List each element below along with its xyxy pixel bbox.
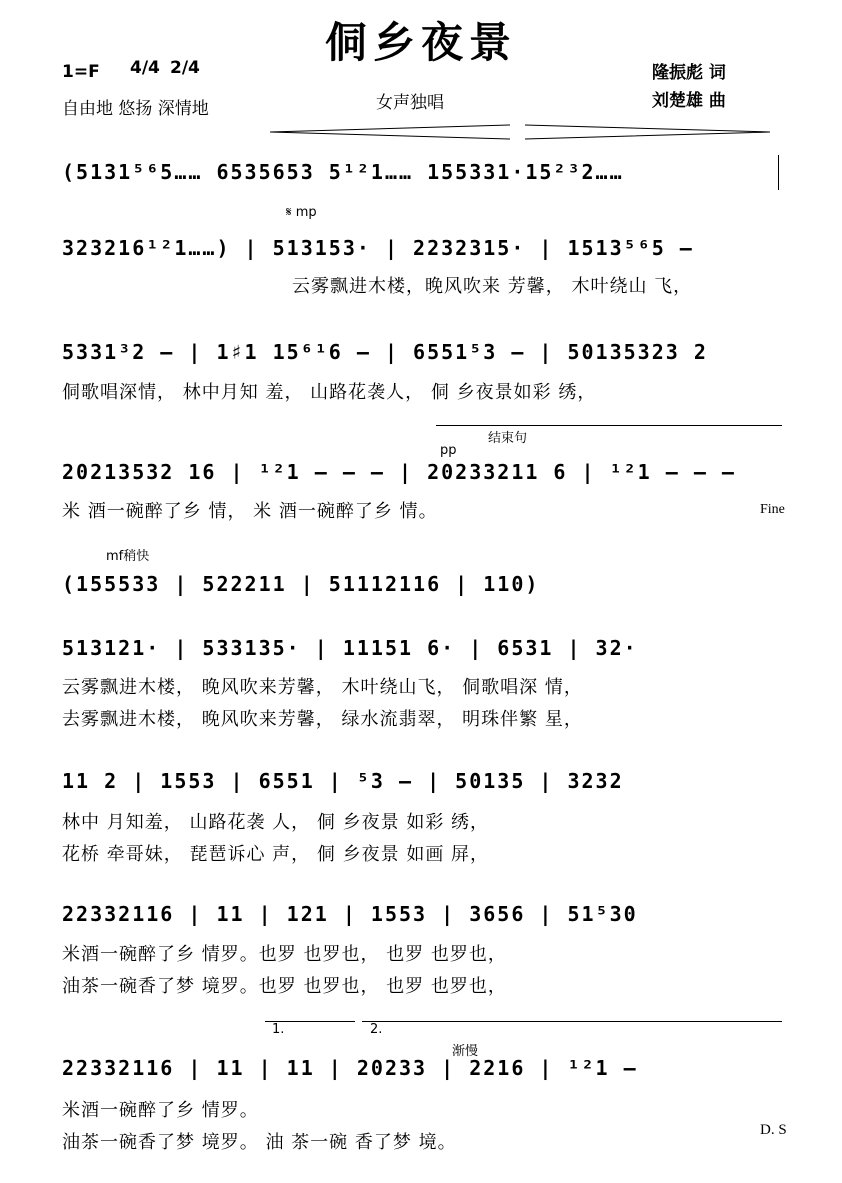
hairpin-marks [270,122,780,144]
lyrics-line-6a: 云雾飘进木楼， 晚风吹来芳馨， 木叶绕山飞， 侗歌唱深 情， [62,677,583,698]
lyrics-line-6b: 去雾飘进木楼， 晚风吹来芳馨， 绿水流翡翠， 明珠伴繁 星， [62,709,583,730]
lyrics-line-4: 米 酒一碗醉了乡 情， 米 酒一碗醉了乡 情。 [62,501,438,522]
tempo-marking: 自由地 悠扬 深情地 [62,99,209,119]
segno-mark: 𝄋 mp [286,205,317,220]
lyrics-line-3: 侗歌唱深情， 林中月知 羞， 山路花袭人， 侗 乡夜景如彩 绣， [62,382,597,403]
composer: 刘楚雄 曲 [652,91,726,111]
notation-line-9: 22332116 | 11 | 11 | 20233 | 2216 | ¹²1 – [62,1056,638,1080]
lyrics-line-7b: 花桥 牵哥妹， 琵琶诉心 声， 侗 乡夜景 如画 屏， [62,844,490,865]
ending-phrase-mark: 结束句 [488,431,528,446]
lyrics-line-9b: 油茶一碗香了梦 境罗。 油 茶一碗 香了梦 境。 [62,1132,457,1153]
pp-mark: pp [440,443,457,458]
lyrics-line-8a: 米酒一碗醉了乡 情罗。也罗 也罗也， 也罗 也罗也， [62,944,507,965]
ds-mark: D. S [760,1122,787,1138]
notation-line-5: (155533 | 522211 | 51112116 | 110) [62,572,540,596]
song-title: 侗乡夜景 [324,18,517,67]
notation-line-3: 5331³2 – | 1♯1 15⁶¹6 – | 6551⁵3 – | 50135323 2 [62,340,708,364]
key-signature: 1=F [62,62,100,82]
barline [778,155,779,190]
mf-mark: mf稍快 [106,549,150,564]
volta-2-mark: 2. [370,1022,383,1037]
lyrics-line-7a: 林中 月知羞， 山路花袭 人， 侗 乡夜景 如彩 绣， [62,812,490,833]
lyricist: 隆振彪 词 [652,63,726,83]
volta-2-bracket [362,1021,782,1022]
lyrics-line-9a: 米酒一碗醉了乡 情罗。 [62,1100,259,1121]
notation-line-6: 513121· | 533135· | 11151 6· | 6531 | 32· [62,636,638,660]
notation-line-4: 20213532 16 | ¹²1 – – – | 20233211 6 | ¹²1 – – – [62,460,736,484]
time-signature-1: 4/4 [130,58,160,78]
lyrics-line-2: 云雾飘进木楼，晚风吹来 芳馨， 木叶绕山 飞， [292,276,693,297]
notation-line-2: 323216¹²1……) | 513153· | 2232315· | 1513⁵⁶5 – [62,236,694,260]
volta-1-mark: 1. [272,1022,285,1037]
time-signature-2: 2/4 [170,58,200,78]
notation-line-7: 11 2 | 1553 | 6551 | ⁵3 – | 50135 | 3232 [62,769,624,793]
voice-type: 女声独唱 [376,93,444,113]
ritardando-mark: 渐慢 [452,1044,479,1059]
fine-mark: Fine [760,502,785,517]
notation-line-8: 22332116 | 11 | 121 | 1553 | 3656 | 51⁵30 [62,902,638,926]
lyrics-line-8b: 油茶一碗香了梦 境罗。也罗 也罗也， 也罗 也罗也， [62,976,507,997]
notation-line-1: (5131⁵⁶5…… 6535653 5¹²1…… 155331·15²³2…… [62,160,624,184]
ending-bracket [436,425,782,426]
